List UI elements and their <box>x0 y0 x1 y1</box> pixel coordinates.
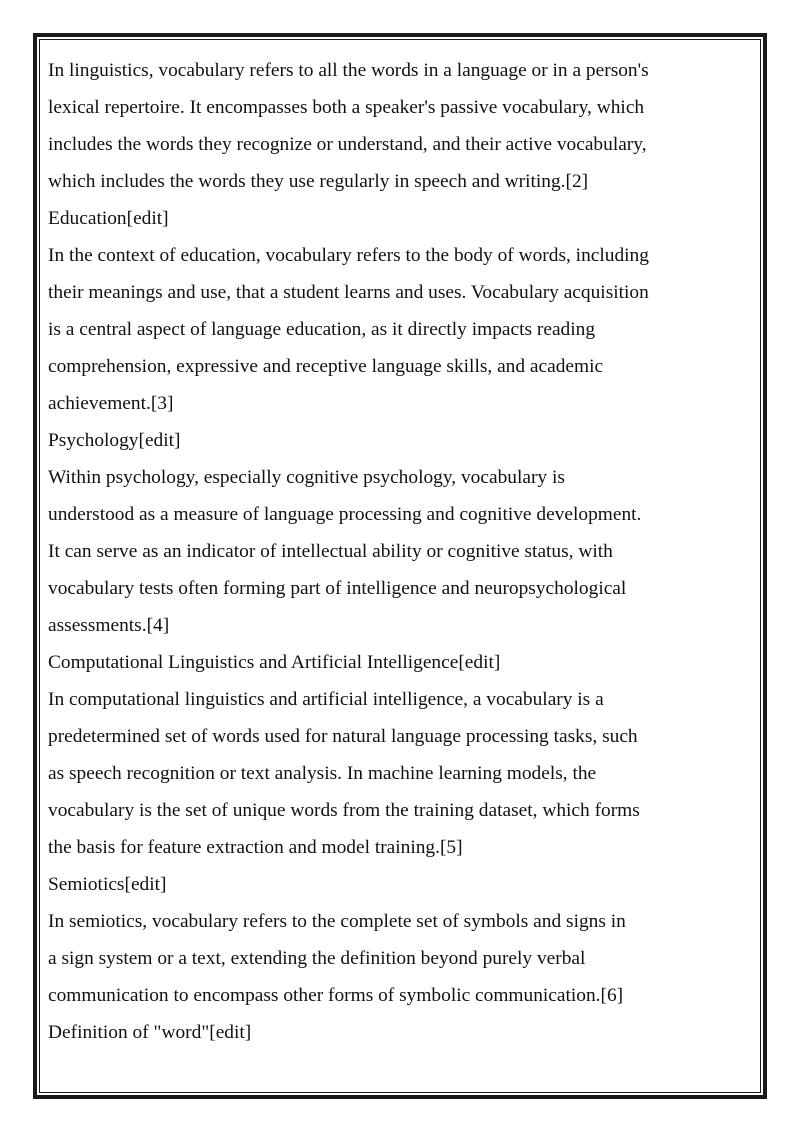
paragraph-computational-line-4: vocabulary is the set of unique words from the training dataset, which forms <box>48 800 640 821</box>
heading-psychology: Psychology[edit] <box>48 430 181 451</box>
heading-education: Education[edit] <box>48 208 169 229</box>
document-body <box>48 52 748 1051</box>
heading-computational-linguistics: Computational Linguistics and Artificial Intelligence[edit] <box>48 652 501 673</box>
paragraph-psychology-line-5: assessments.[4] <box>48 615 170 636</box>
paragraph-psychology-line-3: It can serve as an indicator of intellectual ability or cognitive status, with <box>48 541 613 562</box>
paragraph-semiotics-line-3: communication to encompass other forms of symbolic communication.[6] <box>48 985 624 1006</box>
paragraph-education-line-2: their meanings and use, that a student learns and uses. Vocabulary acquisition <box>48 282 649 303</box>
paragraph-computational-line-3: as speech recognition or text analysis. In machine learning models, the <box>48 763 597 784</box>
paragraph-intro-line-4: which includes the words they use regularly in speech and writing.[2] <box>48 171 589 192</box>
heading-definition-of-word: Definition of "word"[edit] <box>48 1022 252 1043</box>
paragraph-semiotics-line-2: a sign system or a text, extending the definition beyond purely verbal <box>48 948 586 969</box>
paragraph-computational-line-1: In computational linguistics and artificial intelligence, a vocabulary is a <box>48 689 604 710</box>
paragraph-intro-line-2: lexical repertoire. It encompasses both a speaker's passive vocabulary, which <box>48 97 645 118</box>
paragraph-computational-line-2: predetermined set of words used for natural language processing tasks, such <box>48 726 638 747</box>
paragraph-intro-line-1: In linguistics, vocabulary refers to all the words in a language or in a person's <box>48 60 649 81</box>
paragraph-semiotics-line-1: In semiotics, vocabulary refers to the complete set of symbols and signs in <box>48 911 626 932</box>
paragraph-education-line-4: comprehension, expressive and receptive language skills, and academic <box>48 356 604 377</box>
paragraph-education-line-1: In the context of education, vocabulary refers to the body of words, including <box>48 245 649 266</box>
paragraph-psychology-line-4: vocabulary tests often forming part of intelligence and neuropsychological <box>48 578 627 599</box>
paragraph-education-line-3: is a central aspect of language education, as it directly impacts reading <box>48 319 596 340</box>
heading-semiotics: Semiotics[edit] <box>48 874 167 895</box>
paragraph-intro-line-3: includes the words they recognize or understand, and their active vocabulary, <box>48 134 647 155</box>
paragraph-education-line-5: achievement.[3] <box>48 393 174 414</box>
paragraph-psychology-line-1: Within psychology, especially cognitive psychology, vocabulary is <box>48 467 565 488</box>
paragraph-computational-line-5: the basis for feature extraction and model training.[5] <box>48 837 463 858</box>
paragraph-psychology-line-2: understood as a measure of language processing and cognitive development. <box>48 504 642 525</box>
